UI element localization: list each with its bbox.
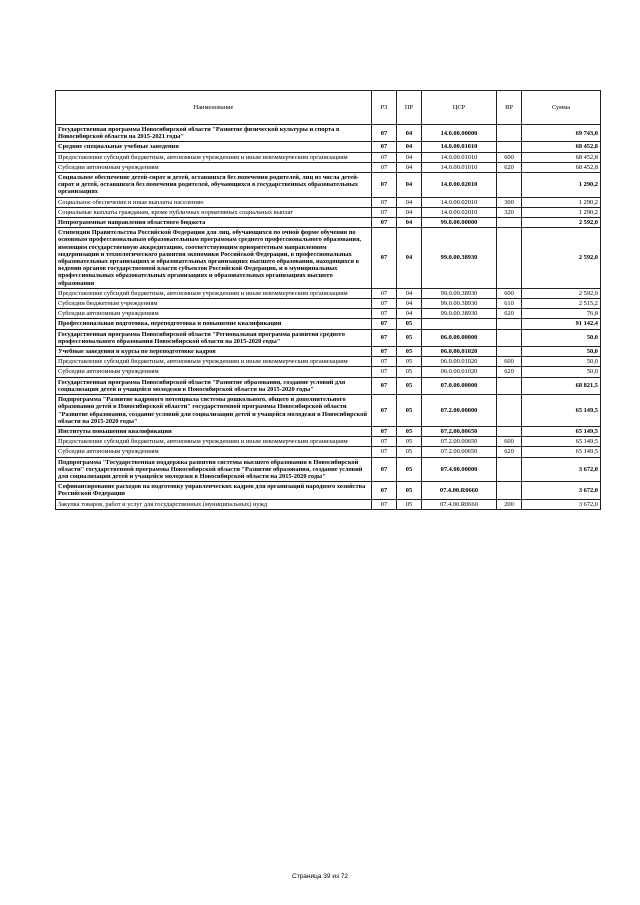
cell-pr: 05 [397, 437, 422, 447]
cell-sum: 3 672,0 [522, 499, 601, 509]
cell-csr: 99.0.00.00000 [422, 218, 497, 228]
cell-sum: 1 290,2 [522, 207, 601, 217]
cell-sum: 50,0 [522, 329, 601, 346]
cell-csr: 14.0.00.01010 [422, 142, 497, 152]
cell-sum: 65 149,5 [522, 437, 601, 447]
cell-pr: 04 [397, 207, 422, 217]
cell-pr: 04 [397, 125, 422, 142]
cell-sum: 65 149,5 [522, 426, 601, 436]
cell-rz: 07 [372, 125, 397, 142]
cell-sum: 50,0 [522, 367, 601, 377]
cell-vr [497, 329, 522, 346]
table-row [56, 309, 601, 319]
cell-rz: 07 [372, 377, 397, 394]
cell-rz: 07 [372, 197, 397, 207]
cell-rz: 07 [372, 329, 397, 346]
cell-vr [497, 142, 522, 152]
cell-rz: 07 [372, 426, 397, 436]
cell-pr: 05 [397, 426, 422, 436]
cell-pr: 05 [397, 329, 422, 346]
header-sum: Сумма [522, 91, 601, 125]
cell-name: Средние специальные учебные заведения [56, 142, 372, 152]
cell-csr: 14.0.00.02010 [422, 207, 497, 217]
cell-rz: 07 [372, 152, 397, 162]
cell-vr [497, 377, 522, 394]
cell-name: Государственная программа Новосибирской области "Региональная программа развития среднего профессионального образования Новосибирской области на 2015-2020 годы" [56, 329, 372, 346]
table-row [56, 228, 601, 289]
header-vr: ВР [497, 91, 522, 125]
cell-name: Предоставление субсидий бюджетным, автономным учреждениям и иным некоммерческим организациям [56, 357, 372, 367]
table-row [56, 499, 601, 509]
cell-vr: 600 [497, 152, 522, 162]
cell-pr: 04 [397, 288, 422, 298]
table-row [56, 395, 601, 427]
cell-name: Социальное обеспечение детей-сирот и детей, оставшихся без попечения родителей, лиц из числа детей-сирот и детей, оставшихся без попечения родителей, обучающихся в государственных образовательных организациях [56, 173, 372, 198]
cell-sum: 76,8 [522, 309, 601, 319]
header-rz: РЗ [372, 91, 397, 125]
table-row [56, 207, 601, 217]
cell-pr: 04 [397, 173, 422, 198]
cell-pr: 05 [397, 347, 422, 357]
table-row [56, 457, 601, 482]
cell-sum: 68 452,8 [522, 142, 601, 152]
table-row [56, 357, 601, 367]
cell-csr: 14.0.00.01010 [422, 162, 497, 172]
cell-rz: 07 [372, 299, 397, 309]
table-row [56, 329, 601, 346]
cell-pr: 04 [397, 197, 422, 207]
cell-name: Непрограммные направления областного бюджета [56, 218, 372, 228]
cell-rz: 07 [372, 395, 397, 427]
cell-sum: 68 452,8 [522, 152, 601, 162]
cell-vr: 300 [497, 197, 522, 207]
table-row [56, 152, 601, 162]
cell-vr: 620 [497, 367, 522, 377]
cell-name: Субсидии бюджетным учреждениям [56, 299, 372, 309]
table-row [56, 125, 601, 142]
cell-vr [497, 319, 522, 329]
cell-rz: 07 [372, 482, 397, 499]
header-name: Наименование [56, 91, 372, 125]
cell-pr: 05 [397, 395, 422, 427]
table-row [56, 482, 601, 499]
cell-rz: 07 [372, 357, 397, 367]
table-row [56, 142, 601, 152]
cell-sum: 50,0 [522, 347, 601, 357]
cell-csr: 14.0.00.02010 [422, 197, 497, 207]
cell-rz: 07 [372, 447, 397, 457]
cell-vr: 620 [497, 162, 522, 172]
table-row [56, 197, 601, 207]
cell-pr: 04 [397, 152, 422, 162]
cell-vr [497, 218, 522, 228]
table-row [56, 162, 601, 172]
cell-vr [497, 173, 522, 198]
cell-csr: 07.2.00.00650 [422, 437, 497, 447]
cell-csr: 06.0.00.01020 [422, 347, 497, 357]
cell-csr: 07.2.00.00650 [422, 426, 497, 436]
cell-rz: 07 [372, 288, 397, 298]
cell-vr: 620 [497, 447, 522, 457]
cell-vr: 620 [497, 309, 522, 319]
table-row [56, 173, 601, 198]
cell-pr: 04 [397, 228, 422, 289]
cell-name: Институты повышения квалификации [56, 426, 372, 436]
cell-pr: 05 [397, 357, 422, 367]
cell-pr: 05 [397, 499, 422, 509]
cell-csr: 14.0.00.02010 [422, 173, 497, 198]
cell-vr: 320 [497, 207, 522, 217]
cell-name: Стипендии Правительства Российской Федерации для лиц, обучающихся по очной форме обучения по основным профессиональным образовательным программам среднего профессионального образования, имеющим государственную аккредитацию, соответствующим приоритетным направлениям модернизации и технологического развития экономики Российской Федерации, в профессиональных образовательных организациях и образовательных организациях высшего образования, находящихся в ведении органов государственной власти субъектов Российской Федерации, и в муниципальных профессиональных образовательных организациях и образовательных организациях высшего образования [56, 228, 372, 289]
cell-vr: 600 [497, 288, 522, 298]
cell-csr: 99.0.00.38930 [422, 299, 497, 309]
cell-vr [497, 395, 522, 427]
cell-pr: 04 [397, 162, 422, 172]
cell-pr: 04 [397, 218, 422, 228]
cell-rz: 07 [372, 437, 397, 447]
cell-rz: 07 [372, 319, 397, 329]
table-row [56, 377, 601, 394]
cell-vr [497, 482, 522, 499]
cell-csr [422, 319, 497, 329]
table-row [56, 288, 601, 298]
cell-pr: 05 [397, 377, 422, 394]
page-footer: Страница 39 из 72 [292, 873, 348, 880]
cell-csr: 07.4.00.R0660 [422, 499, 497, 509]
cell-vr [497, 228, 522, 289]
cell-sum: 50,0 [522, 357, 601, 367]
cell-rz: 07 [372, 162, 397, 172]
cell-csr: 14.0.00.01010 [422, 152, 497, 162]
cell-vr: 600 [497, 357, 522, 367]
cell-pr: 05 [397, 482, 422, 499]
cell-rz: 07 [372, 457, 397, 482]
budget-table [55, 90, 601, 510]
cell-rz: 07 [372, 367, 397, 377]
cell-sum: 2 515,2 [522, 299, 601, 309]
cell-csr: 07.2.00.00000 [422, 395, 497, 427]
cell-name: Учебные заведения и курсы по переподготовке кадров [56, 347, 372, 357]
cell-sum: 2 592,0 [522, 218, 601, 228]
header-pr: ПР [397, 91, 422, 125]
table-row [56, 447, 601, 457]
cell-vr [497, 125, 522, 142]
cell-name: Подпрограмма "Развитие кадрового потенциала системы дошкольного, общего и дополнительного образования детей в Новосибирской области" государственной программы Новосибирской области "Развитие образования, создание условий для социализации детей и учащейся молодежи в Новосибирской области на 2015-2020 годы" [56, 395, 372, 427]
cell-csr: 06.0.00.00000 [422, 329, 497, 346]
header-csr: ЦСР [422, 91, 497, 125]
cell-sum: 2 592,0 [522, 228, 601, 289]
cell-csr: 06.0.00.01020 [422, 367, 497, 377]
cell-rz: 07 [372, 142, 397, 152]
cell-pr: 04 [397, 142, 422, 152]
table-body [56, 125, 601, 510]
cell-name: Социальное обеспечение и иные выплаты населению [56, 197, 372, 207]
cell-vr: 610 [497, 299, 522, 309]
table-row [56, 218, 601, 228]
cell-sum: 65 149,5 [522, 447, 601, 457]
cell-rz: 07 [372, 228, 397, 289]
cell-csr: 07.0.00.00000 [422, 377, 497, 394]
cell-csr: 99.0.00.38930 [422, 228, 497, 289]
cell-sum: 1 290,2 [522, 197, 601, 207]
table-row [56, 319, 601, 329]
table-row [56, 299, 601, 309]
cell-vr [497, 457, 522, 482]
cell-sum: 68 821,5 [522, 377, 601, 394]
cell-name: Предоставление субсидий бюджетным, автономным учреждениям и иным некоммерческим организациям [56, 437, 372, 447]
cell-vr [497, 426, 522, 436]
cell-vr: 200 [497, 499, 522, 509]
cell-name: Субсидии автономным учреждениям [56, 162, 372, 172]
table-row [56, 426, 601, 436]
cell-name: Субсидии автономным учреждениям [56, 309, 372, 319]
cell-csr: 99.0.00.38930 [422, 288, 497, 298]
cell-sum: 68 452,8 [522, 162, 601, 172]
cell-name: Государственная программа Новосибирской области "Развитие образования, создание условий для социализации детей и учащейся молодежи в Новосибирской области на 2015-2020 годы" [56, 377, 372, 394]
table-row [56, 437, 601, 447]
header-row [56, 91, 601, 125]
cell-sum: 3 672,0 [522, 482, 601, 499]
cell-rz: 07 [372, 207, 397, 217]
cell-csr: 07.4.00.R0660 [422, 482, 497, 499]
cell-pr: 04 [397, 299, 422, 309]
cell-pr: 05 [397, 367, 422, 377]
cell-sum: 69 743,0 [522, 125, 601, 142]
table-row [56, 347, 601, 357]
cell-name: Подпрограмма "Государственная поддержка развития системы высшего образования в Новосибирской области" государственной программы Новосибирской области "Развитие образования, создание условий для социализации детей и учащейся молодежи в Новосибирской области на 2015-2020 годы" [56, 457, 372, 482]
cell-rz: 07 [372, 347, 397, 357]
cell-sum: 1 290,2 [522, 173, 601, 198]
cell-pr: 04 [397, 309, 422, 319]
cell-vr: 600 [497, 437, 522, 447]
cell-pr: 05 [397, 457, 422, 482]
cell-rz: 07 [372, 173, 397, 198]
cell-name: Субсидии автономным учреждениям [56, 367, 372, 377]
cell-name: Государственная программа Новосибирской области "Развитие физической культуры и спорта в Новосибирской области на 2015-2021 годы" [56, 125, 372, 142]
cell-name: Предоставление субсидий бюджетным, автономным учреждениям и иным некоммерческим организациям [56, 288, 372, 298]
cell-csr: 14.0.00.00000 [422, 125, 497, 142]
cell-vr [497, 347, 522, 357]
table-row [56, 367, 601, 377]
cell-csr: 07.4.00.00000 [422, 457, 497, 482]
cell-csr: 06.0.00.01020 [422, 357, 497, 367]
cell-sum: 3 672,0 [522, 457, 601, 482]
cell-pr: 05 [397, 447, 422, 457]
cell-pr: 05 [397, 319, 422, 329]
cell-name: Социальные выплаты гражданам, кроме публичных нормативных социальных выплат [56, 207, 372, 217]
cell-sum: 2 592,0 [522, 288, 601, 298]
cell-name: Субсидии автономным учреждениям [56, 447, 372, 457]
cell-name: Софинансирование расходов на подготовку управленческих кадров для организаций народного хозяйства Российской Федерации [56, 482, 372, 499]
cell-rz: 07 [372, 218, 397, 228]
cell-name: Закупка товаров, работ и услуг для государственных (муниципальных) нужд [56, 499, 372, 509]
cell-sum: 65 149,5 [522, 395, 601, 427]
cell-csr: 07.2.00.00650 [422, 447, 497, 457]
cell-rz: 07 [372, 309, 397, 319]
cell-name: Профессиональная подготовка, переподготовка и повышение квалификации [56, 319, 372, 329]
cell-csr: 99.0.00.38930 [422, 309, 497, 319]
cell-name: Предоставление субсидий бюджетным, автономным учреждениям и иным некоммерческим организациям [56, 152, 372, 162]
cell-sum: 91 142,4 [522, 319, 601, 329]
cell-rz: 07 [372, 499, 397, 509]
